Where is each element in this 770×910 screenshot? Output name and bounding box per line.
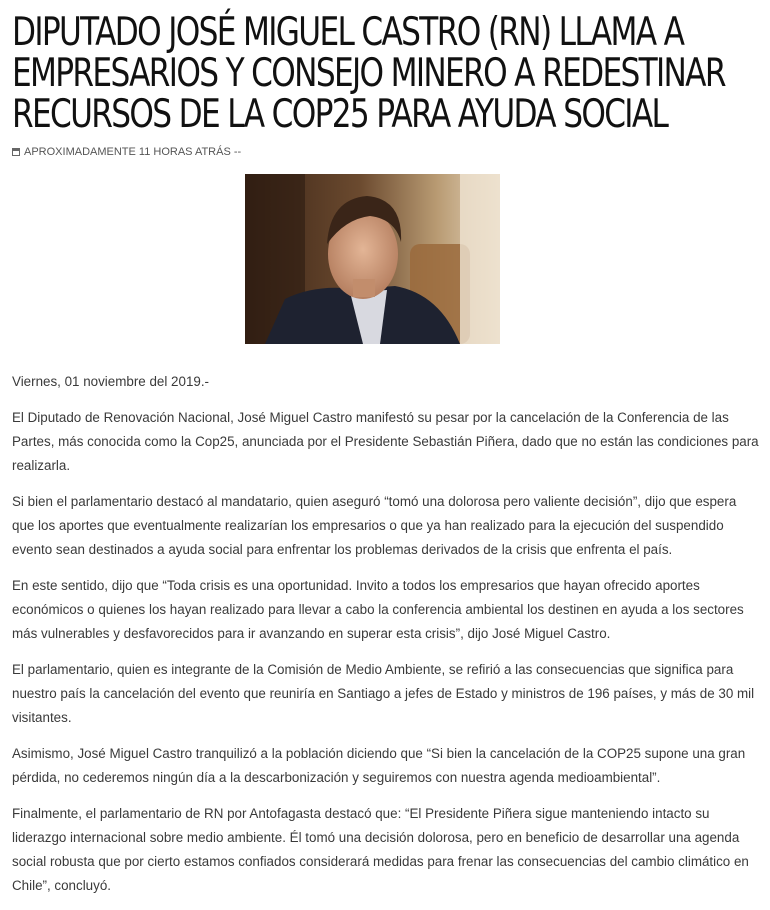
article-paragraph: El Diputado de Renovación Nacional, José Miguel Castro manifestó su pesar por la cancelación de la Conferencia de las Partes, más conocida como la Cop25, anunciada por el Presidente Sebastián Piñera, dado que no están las condiciones para realizarla. xyxy=(12,410,759,473)
article-paragraph: El parlamentario, quien es integrante de la Comisión de Medio Ambiente, se refirió a las consecuencias que significa para nuestro país la cancelación del evento que reuniría en Santiago a jefes de Estado y ministros de 196 países, y más de 30 mil visitantes. xyxy=(12,662,755,725)
headline-line: EMPRESARIOS Y CONSEJO MINERO A REDESTINAR xyxy=(12,51,725,96)
article-body xyxy=(12,370,760,910)
article xyxy=(12,12,760,159)
article-paragraph: En este sentido, dijo que “Toda crisis es una oportunidad. Invito a todos los empresarios que hayan ofrecido aportes económicos o quienes los hayan realizado para llevar a cabo la conferencia ambiental los destinen en ayuda a los sectores más vulnerables y desfavorecidos para ir avanzando en superar esta crisis”, dijo José Miguel Castro. xyxy=(12,578,744,641)
article-paragraph: Si bien el parlamentario destacó al mandatario, quien aseguró “tomó una dolorosa pero valiente decisión”, dijo que espera que los aportes que eventualmente realizarían los empresarios o que ya han realizado para la ejecución del suspendido evento sean destinados a ayuda social para enfrentar los problemas derivados de la crisis que enfrenta el país. xyxy=(12,494,737,557)
article-headline xyxy=(12,12,760,135)
article-photo xyxy=(245,174,500,344)
article-meta xyxy=(12,145,760,159)
article-paragraph: Finalmente, el parlamentario de RN por Antofagasta destacó que: “El Presidente Piñera sigue manteniendo intacto su liderazgo internacional sobre medio ambiente. Él tomó una decisión dolorosa, pero en beneficio de desarrollar una agenda social robusta que por cierto estamos confiados considerará medidas para frenar las consecuencias del cambio climático en Chile”, concluyó. xyxy=(12,806,749,893)
headline-line: RECURSOS DE LA COP25 PARA AYUDA SOCIAL xyxy=(12,92,668,137)
article-paragraph: Asimismo, José Miguel Castro tranquilizó a la población diciendo que “Si bien la cancelación de la COP25 supone una gran pérdida, no cederemos ningún día a la descarbonización y seguiremos con nuestra agenda medioambiental”. xyxy=(12,746,746,785)
article-timestamp: APROXIMADAMENTE 11 HORAS ATRÁS -- xyxy=(24,146,242,158)
calendar-icon xyxy=(12,148,20,156)
headline-line: DIPUTADO JOSÉ MIGUEL CASTRO (RN) LLAMA A xyxy=(12,10,684,55)
article-paragraph: Viernes, 01 noviembre del 2019.- xyxy=(12,374,210,389)
